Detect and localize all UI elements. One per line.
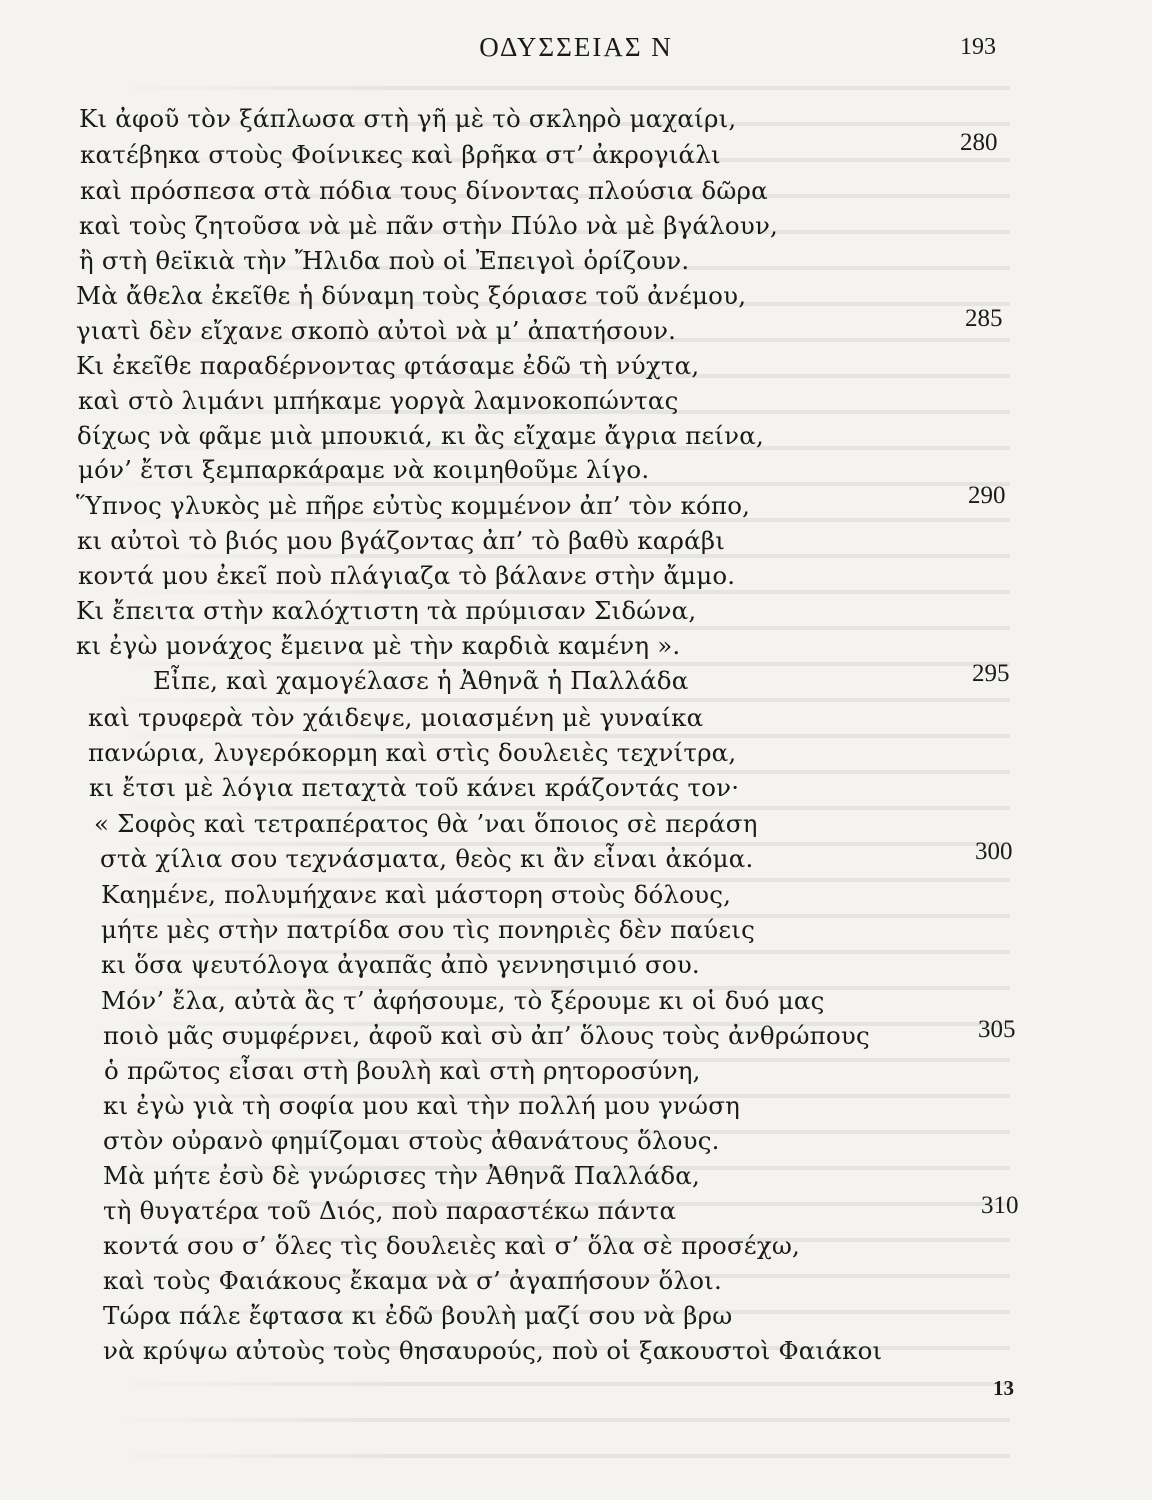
verse-line: πανώρια, λυγερόκορμη καὶ στὶς δουλειὲς τεχνίτρα, <box>88 738 737 767</box>
printer-signature-mark: 13 <box>993 1376 1014 1400</box>
line-number: 300 <box>975 838 1013 865</box>
verse-line: γιατὶ δὲν εἴχανε σκοπὸ αὐτοὶ νὰ μ’ ἀπατήσουν. <box>76 316 677 345</box>
verse-line: Κι ἔπειτα στὴν καλόχτιστη τὰ πρύμισαν Σιδώνα, <box>76 596 697 625</box>
verse-line: καὶ πρόσπεσα στὰ πόδια τους δίνοντας πλούσια δῶρα <box>80 176 768 205</box>
verse-line: Κι ἀφοῦ τὸν ξάπλωσα στὴ γῆ μὲ τὸ σκληρὸ μαχαίρι, <box>79 104 737 133</box>
verse-line: στὸν οὐρανὸ φημίζομαι στοὺς ἀθανάτους ὅλους. <box>103 1126 720 1155</box>
verse-line: « Σοφὸς καὶ τετραπέρατος θὰ ’ναι ὅποιος σὲ περάση <box>94 809 758 838</box>
line-number: 285 <box>965 305 1003 332</box>
verse-line: κι ἐγὼ μονάχος ἔμεινα μὲ τὴν καρδιὰ καμένη ». <box>76 631 681 660</box>
verse-line: Καημένε, πολυμήχανε καὶ μάστορη στοὺς δόλους, <box>101 880 732 909</box>
line-number: 280 <box>960 129 998 156</box>
verse-line: καὶ τρυφερὰ τὸν χάιδεψε, μοιασμένη μὲ γυναίκα <box>88 703 704 732</box>
verse-line: Ὕπνος γλυκὸς μὲ πῆρε εὐτὺς κομμένον ἀπ’ τὸν κόπο, <box>76 491 751 520</box>
verse-line: καὶ τοὺς Φαιάκους ἔκαμα νὰ σ’ ἀγαπήσουν ὅλοι. <box>103 1266 722 1295</box>
verse-line: κατέβηκα στοὺς Φοίνικες καὶ βρῆκα στ’ ἀκρογιάλι <box>80 140 721 169</box>
line-number: 295 <box>972 660 1010 687</box>
verse-line: τὴ θυγατέρα τοῦ Διός, ποὺ παραστέκω πάντα <box>103 1196 677 1225</box>
verse-line: ἢ στὴ θεϊκιὰ τὴν Ἤλιδα ποὺ οἱ Ἐπειγοὶ ὁρίζουν. <box>79 246 690 275</box>
verse-line: Μόν’ ἔλα, αὐτὰ ἂς τ’ ἀφήσουμε, τὸ ξέρουμε κι οἱ δυό μας <box>101 986 825 1015</box>
verse-line: καὶ στὸ λιμάνι μπήκαμε γοργὰ λαμνοκοπώντας <box>78 386 679 415</box>
verse-line: στὰ χίλια σου τεχνάσματα, θεὸς κι ἂν εἶναι ἀκόμα. <box>100 844 754 873</box>
verse-line: νὰ κρύψω αὐτοὺς τοὺς θησαυρούς, ποὺ οἱ ξακουστοὶ Φαιάκοι <box>103 1336 883 1365</box>
verse-line: Κι ἐκεῖθε παραδέρνοντας φτάσαμε ἐδῶ τὴ νύχτα, <box>76 351 700 380</box>
verse-line: μήτε μὲς στὴν πατρίδα σου τὶς πονηριὲς δὲν παύεις <box>101 915 756 944</box>
verse-line: ποιὸ μᾶς συμφέρνει, ἀφοῦ καὶ σὺ ἀπ’ ὅλους τοὺς ἀνθρώπους <box>103 1021 870 1050</box>
verse-line: Τώρα πάλε ἔφτασα κι ἐδῶ βουλὴ μαζί σου νὰ βρω <box>103 1301 733 1330</box>
line-number: 290 <box>968 482 1006 509</box>
verse-line: δίχως νὰ φᾶμε μιὰ μπουκιά, κι ἂς εἴχαμε ἄγρια πείνα, <box>77 421 764 450</box>
verse-line: κοντά μου ἐκεῖ ποὺ πλάγιαζα τὸ βάλανε στὴν ἄμμο. <box>78 561 736 590</box>
verse-line: κι αὐτοὶ τὸ βιός μου βγάζοντας ἀπ’ τὸ βαθὺ καράβι <box>77 526 726 555</box>
verse-line: κι ἐγὼ γιὰ τὴ σοφία μου καὶ τὴν πολλή μου γνώση <box>103 1091 740 1120</box>
verse-line: μόν’ ἔτσι ξεμπαρκάραμε νὰ κοιμηθοῦμε λίγο. <box>78 455 650 484</box>
verse-line: Μὰ ἄθελα ἐκεῖθε ἡ δύναμη τοὺς ξόριασε τοῦ ἀνέμου, <box>76 281 747 310</box>
line-number: 305 <box>978 1016 1016 1043</box>
verse-line: καὶ τοὺς ζητοῦσα νὰ μὲ πᾶν στὴν Πύλο νὰ μὲ βγάλουν, <box>79 211 779 240</box>
page-number: 193 <box>960 34 996 60</box>
verse-line: κοντά σου σ’ ὅλες τὶς δουλειὲς καὶ σ’ ὅλα σὲ προσέχω, <box>103 1231 801 1260</box>
verse-line: κι ὅσα ψευτόλογα ἀγαπᾶς ἀπὸ γεννησιμιό σου. <box>101 950 700 979</box>
verse-line: Μὰ μήτε ἐσὺ δὲ γνώρισες τὴν Ἀθηνᾶ Παλλάδα, <box>103 1161 700 1190</box>
line-number: 310 <box>981 1192 1019 1219</box>
verse-line: κι ἔτσι μὲ λόγια πεταχτὰ τοῦ κάνει κράζοντάς τον· <box>89 773 740 802</box>
verse-line: Εἶπε, καὶ χαμογέλασε ἡ Ἀθηνᾶ ἡ Παλλάδα <box>153 666 689 695</box>
verse-line: ὁ πρῶτος εἶσαι στὴ βουλὴ καὶ στὴ ρητοροσύνη, <box>104 1056 701 1085</box>
running-head-title: ΟΔΥΣΣΕΙΑΣ Ν <box>479 32 673 62</box>
